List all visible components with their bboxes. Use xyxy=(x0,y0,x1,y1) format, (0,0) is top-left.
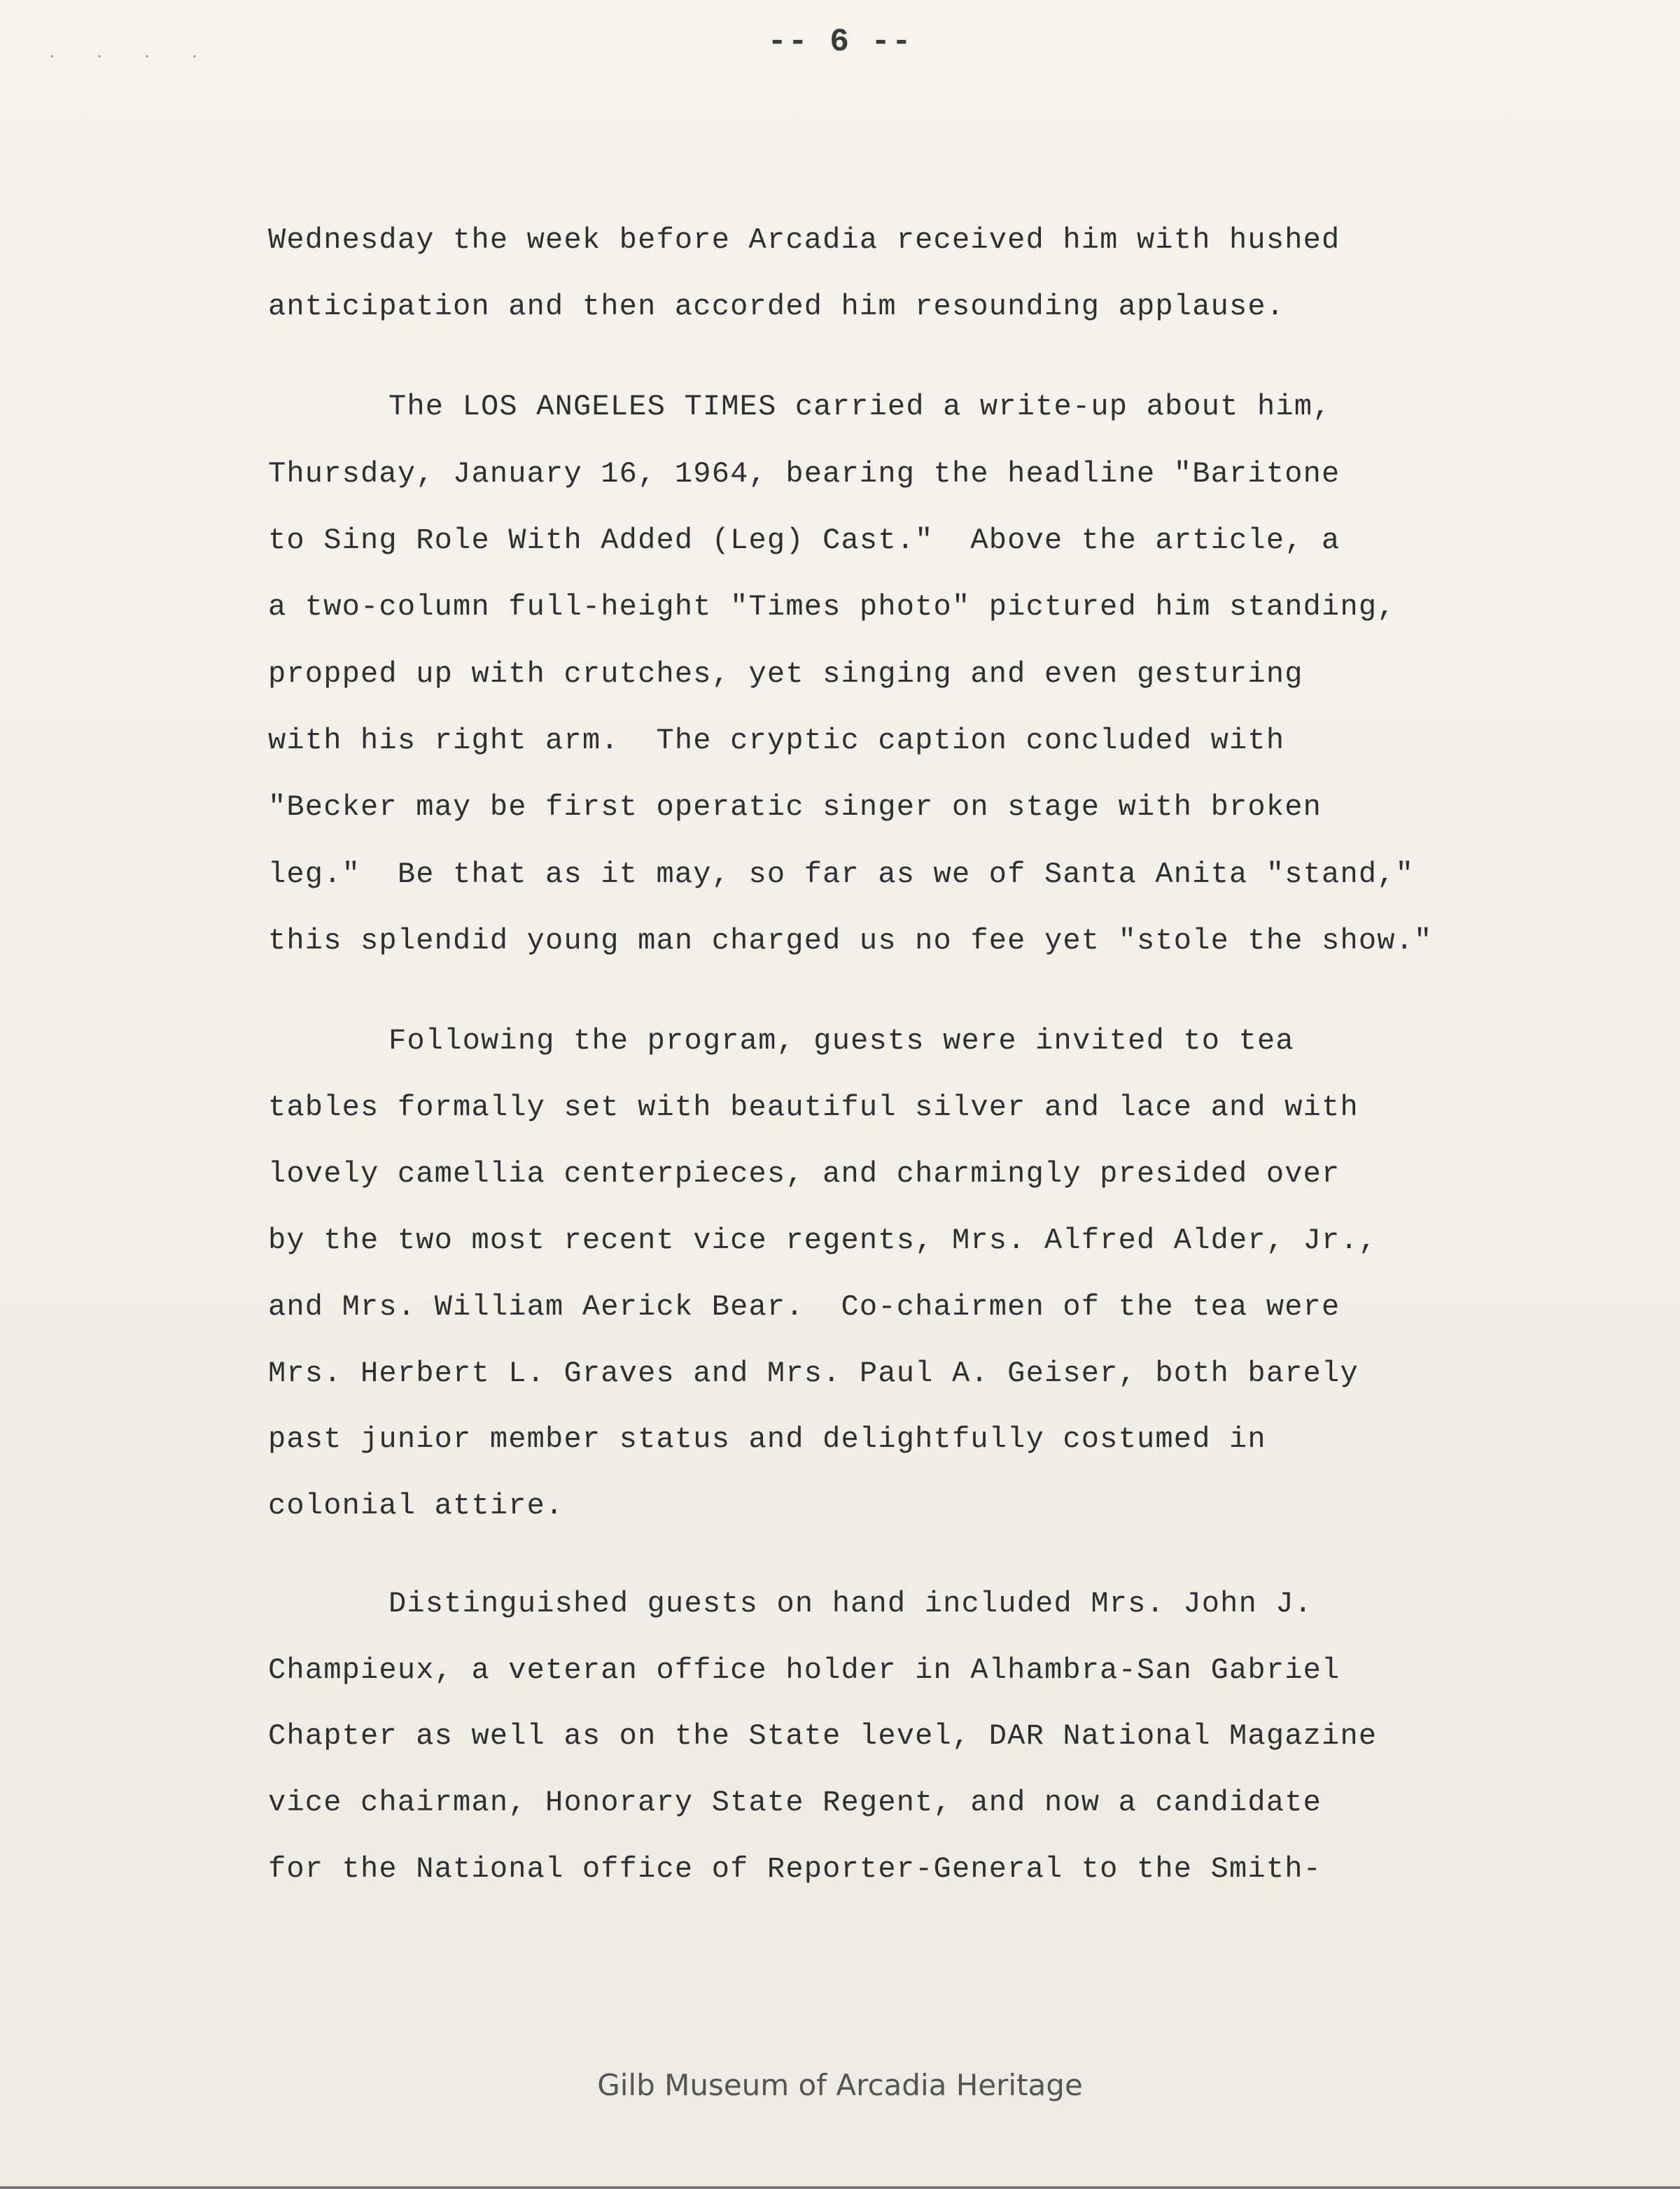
text-line: to Sing Role With Added (Leg) Cast." Above the article, a xyxy=(268,524,1340,557)
text-line: The LOS ANGELES TIMES carried a write-up about him, xyxy=(388,390,1331,424)
text-line: Wednesday the week before Arcadia received him with hushed xyxy=(268,223,1340,257)
text-line: "Becker may be first operatic singer on stage with broken xyxy=(268,790,1322,824)
text-line: Chapter as well as on the State level, DAR National Magazine xyxy=(268,1719,1378,1753)
text-line: for the National office of Reporter-General to the Smith- xyxy=(268,1852,1322,1886)
text-line: Champieux, a veteran office holder in Alhambra-San Gabriel xyxy=(268,1653,1340,1687)
margin-specks: . . . . xyxy=(48,46,215,62)
text-line: by the two most recent vice regents, Mrs. Alfred Alder, Jr., xyxy=(268,1224,1378,1257)
text-line: past junior member status and delightfully costumed in xyxy=(268,1422,1266,1456)
museum-footer: Gilb Museum of Arcadia Heritage xyxy=(597,2068,1083,2102)
text-line: with his right arm. The cryptic caption concluded with xyxy=(268,724,1285,757)
text-line: Distinguished guests on hand included Mrs. John J. xyxy=(388,1587,1313,1621)
text-line: tables formally set with beautiful silver and lace and with xyxy=(268,1091,1359,1124)
text-line: vice chairman, Honorary State Regent, and now a candidate xyxy=(268,1786,1322,1819)
page-number: -- 6 -- xyxy=(767,24,913,60)
text-line: this splendid young man charged us no fee yet "stole the show." xyxy=(268,924,1433,958)
text-line: Following the program, guests were invited to tea xyxy=(388,1024,1294,1058)
text-line: leg." Be that as it may, so far as we of Santa Anita "stand," xyxy=(268,858,1415,891)
text-line: propped up with crutches, yet singing and even gesturing xyxy=(268,657,1303,691)
text-line: and Mrs. William Aerick Bear. Co-chairmen of the tea were xyxy=(268,1290,1340,1324)
text-line: anticipation and then accorded him resounding applause. xyxy=(268,290,1285,323)
page-edge-divider xyxy=(0,2186,1680,2189)
text-line: colonial attire. xyxy=(268,1489,564,1523)
text-line: lovely camellia centerpieces, and charmingly presided over xyxy=(268,1157,1340,1191)
text-line: Mrs. Herbert L. Graves and Mrs. Paul A. Geiser, both barely xyxy=(268,1357,1359,1390)
text-line: a two-column full-height "Times photo" pictured him standing, xyxy=(268,590,1396,624)
text-line: Thursday, January 16, 1964, bearing the headline "Baritone xyxy=(268,457,1340,491)
